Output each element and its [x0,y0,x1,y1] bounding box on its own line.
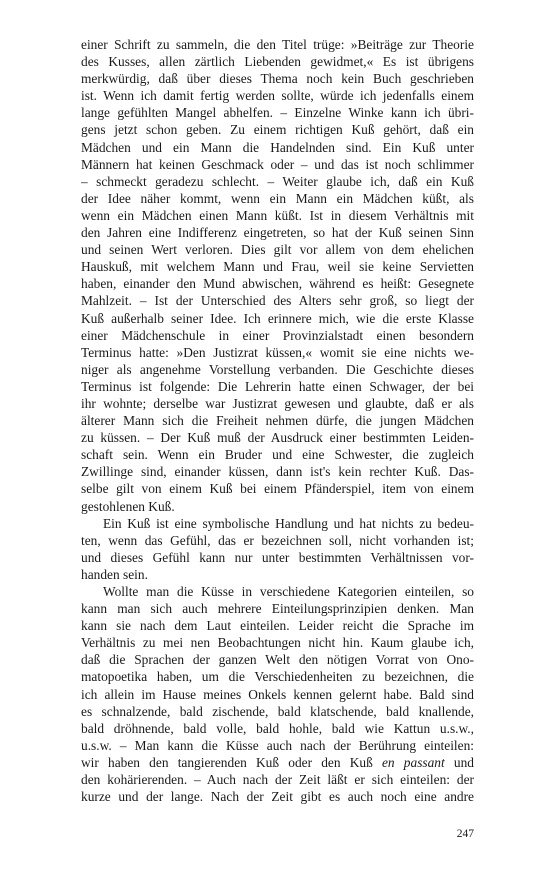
text-line: ten, wenn das Gefühl, das er bezeichnen soll, nicht vorhanden ist; [81,532,474,548]
text-line: zu küssen. – Der Kuß muß der Ausdruck einer bestimmten Leiden- [81,430,474,446]
text-line: lange gefühlten Mangel abhelfen. – Einzelne Winke kann ich übri- [81,105,474,121]
text-line: ihr wohnte; derselbe war Justizrat gewesen und glaubte, daß er als [81,395,474,411]
text-line: und dieses Gefühl kann nur unter bestimmten Verhältnissen vor- [81,549,474,565]
text-line: es schnalzende, bald zischende, bald klatschende, bald knallende, [81,703,474,719]
text-line: und seinen Wert verloren. Dies gilt vor allem von dem ehelichen [81,242,474,258]
text-line: Wollte man die Küsse in verschiedene Kategorien einteilen, so [103,584,474,599]
text-line: niger als angenehme Vorstellung verbanden. Die Geschichte dieses [81,361,474,377]
text-line: gens jetzt schon geben. Zu einem richtigen Kuß gehört, daß ein [81,122,474,138]
text-line: Zwillinge sind, einander küssen, dann ist's kein rechter Kuß. Das- [81,464,474,480]
text-line: Kuß außerhalb seiner Idee. Ich erinnere mich, wie die erste Klasse [81,310,474,326]
text-line: den kohärierenden. – Auch nach der Zeit läßt er sich einteilen: der [81,772,474,788]
text-line: schaft sein. Wenn ein Bruder und eine Schwester, die zugleich [81,447,474,463]
text-line: u.s.w. – Man kann die Küsse auch nach der Berührung einteilen: [81,737,474,753]
text-line: älterer Mann sich die Freiheit nehmen dürfe, die jungen Mädchen [81,413,474,429]
text-line: wenn ein Mädchen einen Mann küßt. Ist in diesem Verhältnis mit [81,207,474,223]
text-line: daß die Sprachen der ganzen Welt den nötigen Vorrat von Ono- [81,652,474,668]
text-fragment: wir haben den tangierenden Kuß oder den Kuß [81,754,382,770]
text-line: merkwürdig, daß über dieses Thema noch kein Buch geschrieben [81,71,474,87]
page-number: 247 [456,828,474,840]
text-line: gestohlenen Kuß. [81,498,175,514]
text-line: bald dröhnende, bald volle, bald hohle, bald wie Kattun u.s.w., [81,720,474,736]
text-fragment: und [444,754,474,770]
text-line: Hauskuß, mit welchem Mann und Frau, weil sie keine Servietten [81,259,474,275]
text-line: Mädchen und ein Mann die Handelnden sind. Ein Kuß unter [81,139,474,155]
text-line: haben, einander den Mund abwischen, während es heißt: Gesegnete [81,276,474,292]
text-line: ist. Wenn ich damit fertig werden sollte, würde ich jedenfalls einem [81,88,474,104]
text-line: matopoetika haben, um die Verschiedenheiten zu bezeichnen, die [81,669,474,685]
text-line: handen sein. [81,566,148,582]
text-line: Ein Kuß ist eine symbolische Handlung und hat nichts zu bedeu- [103,515,474,531]
text-line: kann man sich auch mehrere Einteilungsprinzipien denken. Man [81,601,474,617]
text-line: des Kusses, allen zärtlich Liebenden gewidmet,« Es ist übrigens [81,54,474,70]
text-line: Terminus hatte: »Den Justizrat küssen,« womit sie eine nichts we- [81,344,474,360]
text-line: – schmeckt geradezu schlecht. – Weiter glaube ich, daß ein Kuß [81,173,474,189]
body-text [81,36,474,805]
text-line: kurze und der lange. Nach der Zeit gibt es auch noch eine andre [81,789,474,805]
text-line: Terminus ist folgende: Die Lehrerin hatte einen Schwager, der bei [81,378,474,394]
text-line: einer Mädchenschule in einer Provinzialstadt einen besondern [81,327,474,343]
italic-phrase: en passant [381,754,445,770]
text-line: ich allein im Hause meines Onkels kennen gelernt habe. Bald sind [81,686,474,702]
text-line: selbe gilt von einem Kuß bei einem Pfänderspiel, item von einem [81,481,474,497]
text-line: den Jahren eine Indifferenz eingetreten, so hat der Kuß seinen Sinn [81,225,474,241]
text-line: Mahlzeit. – Ist der Unterschied des Alters sehr groß, so liegt der [81,293,474,309]
text-line [81,754,474,771]
text-line: Verhältnis zu mei nen Beobachtungen nicht hin. Kaum glaube ich, [81,635,474,651]
text-line: einer Schrift zu sammeln, die den Titel trüge: »Beiträge zur Theorie [81,37,474,52]
text-line: Männern hat keinen Geschmack oder – und das ist noch schlimmer [81,156,474,172]
text-line: der Idee näher kommt, wenn ein Mann ein Mädchen küßt, als [81,190,474,206]
text-line: kann sie nach dem Laut einteilen. Leider reicht die Sprache im [81,618,474,634]
